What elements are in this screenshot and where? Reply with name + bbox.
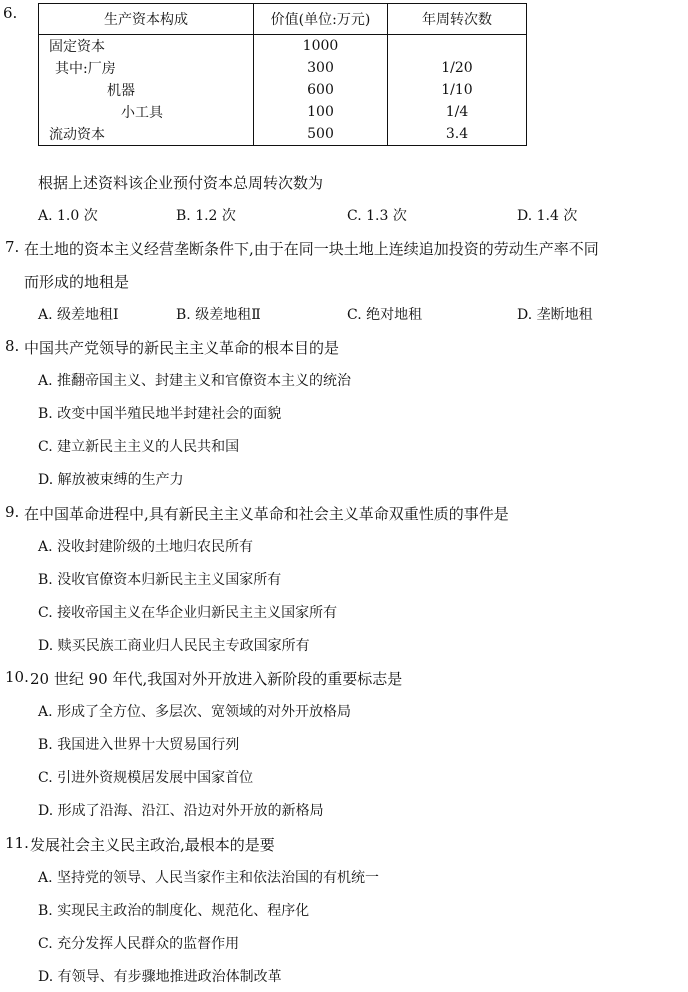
question-8-option-d[interactable]: D. 解放被束缚的生产力 (38, 472, 184, 488)
capital-table (38, 3, 527, 146)
question-10-option-a[interactable]: A. 形成了全方位、多层次、宽领域的对外开放格局 (38, 704, 352, 720)
question-7-option-b[interactable]: B. 级差地租Ⅱ (176, 307, 261, 323)
cell-value: 600 (254, 79, 388, 101)
question-8-stem: 中国共产党领导的新民主主义革命的根本目的是 (24, 339, 340, 357)
cell-turnover: 1/10 (388, 79, 527, 101)
question-9-option-c[interactable]: C. 接收帝国主义在华企业归新民主主义国家所有 (38, 605, 338, 621)
question-6-option-c[interactable]: C. 1.3 次 (347, 208, 407, 224)
cell-item: 流动资本 (39, 123, 254, 146)
question-7-stem-line1: 在土地的资本主义经营垄断条件下,由于在同一块土地上连续追加投资的劳动生产率不同 (24, 240, 599, 258)
cell-item: 机器 (39, 79, 254, 101)
question-8-option-a[interactable]: A. 推翻帝国主义、封建主义和官僚资本主义的统治 (38, 373, 352, 389)
cell-item: 固定资本 (39, 35, 254, 58)
question-10-option-c[interactable]: C. 引进外资规模居发展中国家首位 (38, 770, 254, 786)
cell-turnover (388, 35, 527, 58)
question-7-option-c[interactable]: C. 绝对地租 (347, 307, 423, 323)
question-7-stem-line2: 而形成的地租是 (24, 273, 130, 291)
question-11-option-d[interactable]: D. 有领导、有步骤地推进政治体制改革 (38, 969, 282, 985)
header-value: 价值(单位:万元) (254, 4, 388, 35)
question-11-stem: 发展社会主义民主政治,最根本的是要 (30, 836, 275, 854)
question-9-option-b[interactable]: B. 没收官僚资本归新民主主义国家所有 (38, 572, 282, 588)
question-7-option-a[interactable]: A. 级差地租Ⅰ (38, 307, 119, 323)
question-10-stem: 20 世纪 90 年代,我国对外开放进入新阶段的重要标志是 (30, 670, 403, 688)
table-row (39, 79, 527, 101)
question-6-option-a[interactable]: A. 1.0 次 (38, 208, 98, 224)
question-8-option-c[interactable]: C. 建立新民主主义的人民共和国 (38, 439, 240, 455)
question-10-option-b[interactable]: B. 我国进入世界十大贸易国行列 (38, 737, 240, 753)
header-composition: 生产资本构成 (39, 4, 254, 35)
question-8-number: 8. (5, 337, 20, 355)
question-9-stem: 在中国革命进程中,具有新民主主义革命和社会主义革命双重性质的事件是 (24, 505, 509, 523)
cell-turnover: 1/20 (388, 57, 527, 79)
question-10-number: 10. (5, 668, 29, 686)
question-10-option-d[interactable]: D. 形成了沿海、沿江、沿边对外开放的新格局 (38, 803, 324, 819)
question-8-option-b[interactable]: B. 改变中国半殖民地半封建社会的面貌 (38, 406, 282, 422)
table-row (39, 57, 527, 79)
cell-value: 300 (254, 57, 388, 79)
question-9-number: 9. (5, 503, 20, 521)
cell-item: 其中:厂房 (39, 57, 254, 79)
header-turnover: 年周转次数 (388, 4, 527, 35)
question-6-option-b[interactable]: B. 1.2 次 (176, 208, 236, 224)
question-11-option-a[interactable]: A. 坚持党的领导、人民当家作主和依法治国的有机统一 (38, 870, 380, 886)
question-11-option-b[interactable]: B. 实现民主政治的制度化、规范化、程序化 (38, 903, 310, 919)
cell-value: 100 (254, 101, 388, 123)
question-11-option-c[interactable]: C. 充分发挥人民群众的监督作用 (38, 936, 240, 952)
cell-turnover: 3.4 (388, 123, 527, 146)
table-row (39, 35, 527, 58)
cell-turnover: 1/4 (388, 101, 527, 123)
question-7-option-d[interactable]: D. 垄断地租 (517, 307, 593, 323)
cell-value: 1000 (254, 35, 388, 58)
question-7-number: 7. (5, 238, 20, 256)
table-row (39, 101, 527, 123)
question-6-stem: 根据上述资料该企业预付资本总周转次数为 (38, 174, 324, 192)
question-6-number: 6. (3, 4, 18, 22)
question-11-number: 11. (5, 834, 29, 852)
question-6-option-d[interactable]: D. 1.4 次 (517, 208, 578, 224)
cell-value: 500 (254, 123, 388, 146)
cell-item: 小工具 (39, 101, 254, 123)
question-9-option-a[interactable]: A. 没收封建阶级的土地归农民所有 (38, 539, 254, 555)
table-header-row (39, 4, 527, 35)
table-row (39, 123, 527, 146)
question-9-option-d[interactable]: D. 赎买民族工商业归人民民主专政国家所有 (38, 638, 310, 654)
